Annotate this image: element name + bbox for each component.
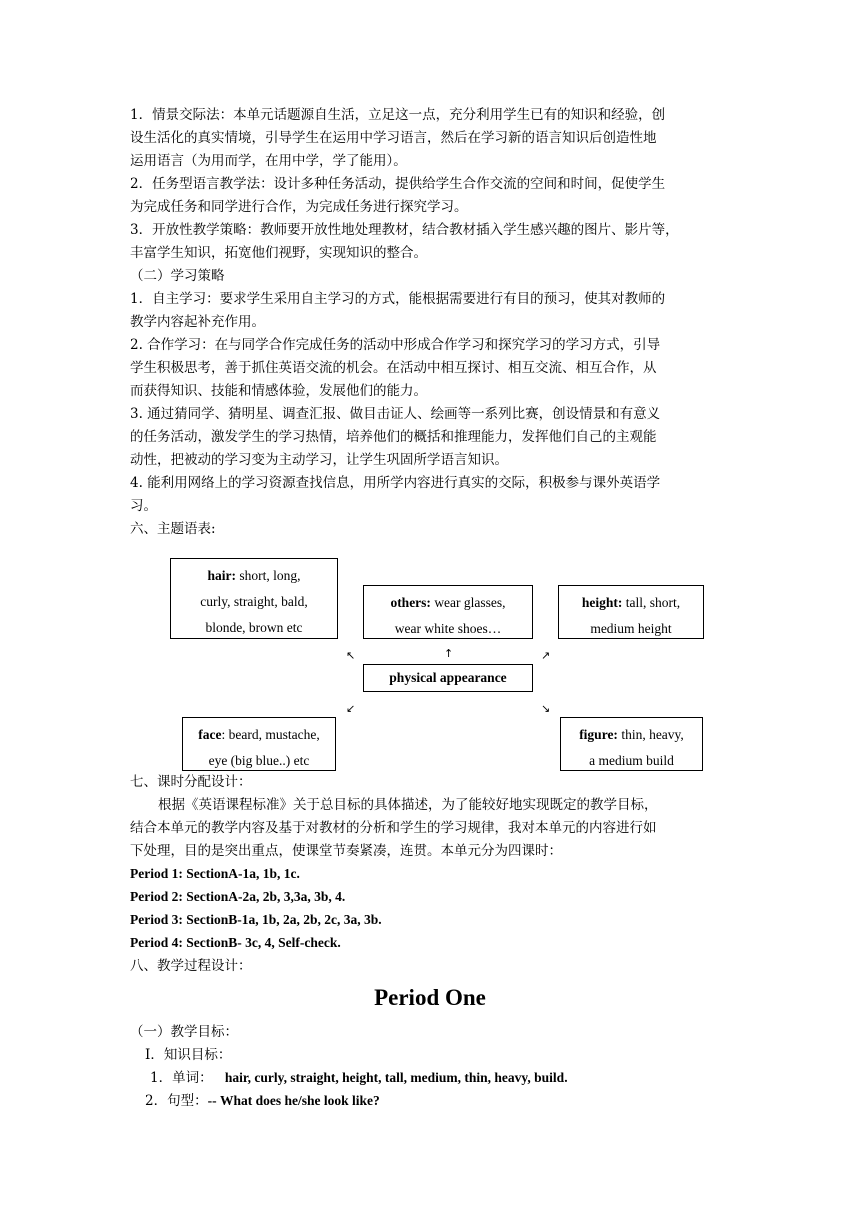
period-4: Period 4: SectionB- 3c, 4, Self-check. <box>130 935 341 950</box>
section-eight-heading: 八、教学过程设计： <box>130 958 252 974</box>
strategy-2-line-3: 而获得知识、技能和情感体验，发展他们的能力。 <box>130 383 427 399</box>
strategy-4-line-1: 4. 能利用网络上的学习资源查找信息，用所学内容进行真实的交际，积极参与课外英语学 <box>130 475 661 491</box>
words-list: hair, curly, straight, height, tall, medium, thin, heavy, build. <box>224 1070 568 1085</box>
figure-line-1: thin, heavy, <box>617 727 684 742</box>
height-box <box>558 585 704 639</box>
others-line-1: wear glasses, <box>430 595 506 610</box>
section-seven-heading: 七、课时分配设计： <box>130 774 252 790</box>
strategy-3-line-1: 3. 通过猜同学、猜明星、调查汇报、做目击证人、绘画等一系列比赛，创设情景和有意义 <box>130 406 661 422</box>
method-2-line-1: 2．任务型语言教学法：设计多种任务活动，提供给学生合作交流的空间和时间，促使学生 <box>130 176 666 192</box>
method-2-line-2: 为完成任务和同学进行合作，为完成任务进行探究学习。 <box>130 199 468 215</box>
arrow-down-left-icon: ↙ <box>346 702 356 715</box>
hair-line-3: blonde, brown etc <box>205 620 303 635</box>
strategy-1-line-2: 教学内容起补充作用。 <box>130 314 265 330</box>
period-2: Period 2: SectionA-2a, 2b, 3,3a, 3b, 4. <box>130 889 346 904</box>
hair-line-1: short, long, <box>235 568 301 583</box>
height-line-2: medium height <box>590 621 672 636</box>
period-one-title: Period One <box>374 985 486 1010</box>
strategy-2-line-2: 学生积极思考，善于抓住英语交流的机会。在活动中相互探讨、相互交流、相互合作，从 <box>130 360 657 376</box>
strategy-1-line-1: 1．自主学习：要求学生采用自主学习的方式，能根据需要进行有目的预习，使其对教师的 <box>130 291 666 307</box>
strategy-2-line-1: 2. 合作学习：在与同学合作完成任务的活动中形成合作学习和探究学习的学习方式，引导 <box>130 337 661 353</box>
method-1-line-2: 设生活化的真实情境，引导学生在运用中学习语言，然后在学习新的语言知识后创造性地 <box>130 130 657 146</box>
period-3: Period 3: SectionB-1a, 1b, 2a, 2b, 2c, 3a, 3b. <box>130 912 382 927</box>
sentence-row <box>145 1090 380 1113</box>
arrow-up-icon: ↑ <box>444 647 454 660</box>
method-1-line-3: 运用语言（为用而学，在用中学，学了能用）。 <box>130 153 407 169</box>
hair-line-2: curly, straight, bald, <box>200 594 308 609</box>
schedule-para-line-2: 结合本单元的教学内容及基于对教材的分析和学生的学习规律，我对本单元的内容进行如 <box>130 820 657 836</box>
figure-key: figure: <box>579 727 618 742</box>
others-key: others: <box>390 595 431 610</box>
physical-appearance-box <box>363 664 533 692</box>
arrow-down-right-icon: ↘ <box>541 702 551 715</box>
period-1: Period 1: SectionA-1a, 1b, 1c. <box>130 866 300 881</box>
strategy-4-line-2: 习。 <box>130 498 157 514</box>
schedule-para-line-3: 下处理，目的是突出重点，使课堂节奏紧凑，连贯。本单元分为四课时： <box>130 843 562 859</box>
figure-box <box>560 717 703 771</box>
hair-box <box>170 558 338 639</box>
face-line-2: eye (big blue..) etc <box>208 753 310 768</box>
face-box <box>182 717 336 771</box>
physical-appearance-label: physical appearance <box>389 670 507 685</box>
sentence-pattern: -- What does he/she look like? <box>207 1093 380 1108</box>
learning-strategy-heading: （二）学习策略 <box>130 268 225 284</box>
teaching-goal-heading: （一）教学目标： <box>130 1024 238 1040</box>
face-key: face <box>198 727 222 742</box>
section-six-heading: 六、主题语表: <box>130 521 216 537</box>
sentence-label: 2．句型： <box>145 1093 208 1109</box>
hair-key: hair: <box>207 568 236 583</box>
height-key: height: <box>581 595 623 610</box>
others-line-2: wear white shoes… <box>394 621 502 636</box>
strategy-3-line-2: 的任务活动，激发学生的学习热情，培养他们的概括和推理能力，发挥他们自己的主观能 <box>130 429 657 445</box>
face-line-1: : beard, mustache, <box>221 727 320 742</box>
method-3-line-1: 3．开放性教学策略：教师要开放性地处理教材，结合教材插入学生感兴趣的图片、影片等， <box>130 222 679 238</box>
schedule-para-line-1: 根据《英语课程标准》关于总目标的具体描述，为了能较好地实现既定的教学目标， <box>158 797 658 813</box>
knowledge-goal-heading: I．知识目标： <box>145 1047 232 1063</box>
height-line-1: tall, short, <box>622 595 681 610</box>
others-box <box>363 585 533 639</box>
strategy-3-line-3: 动性，把被动的学习变为主动学习，让学生巩固所学语言知识。 <box>130 452 508 468</box>
arrow-up-right-icon: ↗ <box>541 649 551 662</box>
words-label: 1．单词： <box>150 1070 213 1086</box>
method-1-line-1: 1．情景交际法：本单元话题源自生活，立足这一点，充分利用学生已有的知识和经验，创 <box>130 107 666 123</box>
arrow-up-left-icon: ↖ <box>346 649 356 662</box>
figure-line-2: a medium build <box>589 753 674 768</box>
words-row <box>150 1067 568 1090</box>
method-3-line-2: 丰富学生知识，拓宽他们视野，实现知识的整合。 <box>130 245 427 261</box>
